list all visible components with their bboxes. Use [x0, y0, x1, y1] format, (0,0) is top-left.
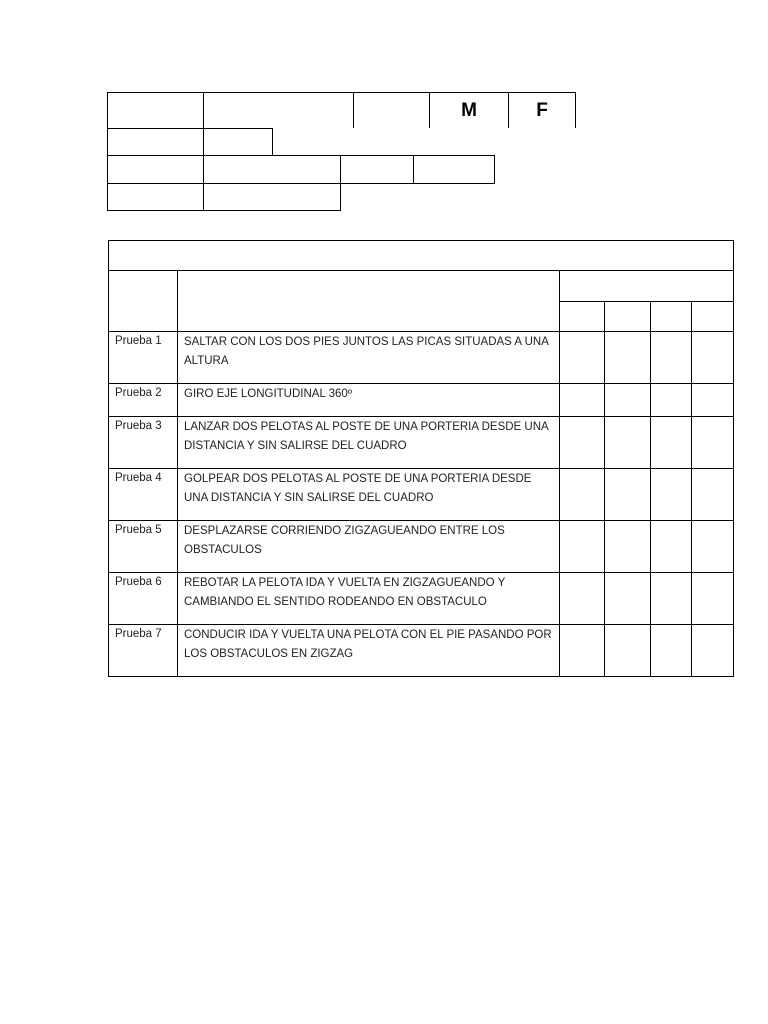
- test-description: LANZAR DOS PELOTAS AL POSTE DE UNA PORTERIA DESDE UNA DISTANCIA Y SIN SALIRSE DEL CUADRO: [178, 417, 560, 469]
- form-label-cell: [107, 92, 204, 129]
- score-cell[interactable]: [560, 625, 605, 677]
- form-input-cell[interactable]: [272, 128, 576, 156]
- score-cell[interactable]: [692, 417, 734, 469]
- score-cell[interactable]: [605, 384, 651, 417]
- score-cell[interactable]: [605, 521, 651, 573]
- table-row: [109, 332, 734, 384]
- score-cell[interactable]: [692, 384, 734, 417]
- score-cell[interactable]: [651, 469, 692, 521]
- form-input-cell[interactable]: [203, 92, 354, 129]
- score-cell[interactable]: [651, 521, 692, 573]
- form-input-cell[interactable]: [353, 92, 430, 129]
- score-cell[interactable]: [560, 332, 605, 384]
- form-label-cell: [107, 183, 204, 211]
- table-row: [109, 521, 734, 573]
- test-description: REBOTAR LA PELOTA IDA Y VUELTA EN ZIGZAGUEANDO Y CAMBIANDO EL SENTIDO RODEANDO EN OBSTACULO: [178, 573, 560, 625]
- score-cell[interactable]: [651, 417, 692, 469]
- test-name-header-cell: [109, 271, 178, 332]
- score-cell[interactable]: [605, 625, 651, 677]
- test-name: Prueba 2: [109, 384, 178, 417]
- table-row: [109, 573, 734, 625]
- table-title-cell: [109, 241, 734, 271]
- test-description: GIRO EJE LONGITUDINAL 360º: [178, 384, 560, 417]
- gender-male-box[interactable]: M: [429, 92, 509, 129]
- test-description: SALTAR CON LOS DOS PIES JUNTOS LAS PICAS SITUADAS A UNA ALTURA: [178, 332, 560, 384]
- test-name: Prueba 3: [109, 417, 178, 469]
- test-description: DESPLAZARSE CORRIENDO ZIGZAGUEANDO ENTRE LOS OBSTACULOS: [178, 521, 560, 573]
- score-cell[interactable]: [605, 573, 651, 625]
- table-row: [109, 625, 734, 677]
- score-cell[interactable]: [560, 384, 605, 417]
- score-cell[interactable]: [692, 521, 734, 573]
- test-name: Prueba 4: [109, 469, 178, 521]
- test-description-header-cell: [178, 271, 560, 332]
- score-cell[interactable]: [605, 332, 651, 384]
- table-row: [109, 384, 734, 417]
- table-row: [109, 417, 734, 469]
- score-cell[interactable]: [651, 625, 692, 677]
- score-cell[interactable]: [651, 573, 692, 625]
- score-group-header-cell: [560, 271, 734, 302]
- table-row: [109, 469, 734, 521]
- form-input-cell[interactable]: [203, 155, 341, 184]
- form-input-cell[interactable]: [340, 155, 414, 184]
- test-name: Prueba 5: [109, 521, 178, 573]
- test-description: CONDUCIR IDA Y VUELTA UNA PELOTA CON EL PIE PASANDO POR LOS OBSTACULOS EN ZIGZAG: [178, 625, 560, 677]
- form-input-cell[interactable]: [413, 155, 495, 184]
- test-name: Prueba 7: [109, 625, 178, 677]
- score-cell[interactable]: [651, 384, 692, 417]
- score-cell[interactable]: [605, 417, 651, 469]
- score-cell[interactable]: [692, 573, 734, 625]
- score-cell[interactable]: [560, 417, 605, 469]
- score-header-cell: [605, 302, 651, 332]
- score-header-cell: [651, 302, 692, 332]
- test-name: Prueba 1: [109, 332, 178, 384]
- score-header-cell: [560, 302, 605, 332]
- form-label-cell: [107, 155, 204, 184]
- form-input-cell[interactable]: [203, 128, 273, 156]
- score-cell[interactable]: [692, 625, 734, 677]
- score-cell[interactable]: [692, 469, 734, 521]
- gender-female-box[interactable]: F: [508, 92, 576, 129]
- score-cell[interactable]: [560, 573, 605, 625]
- form-label-cell: [107, 128, 204, 156]
- tests-table: [108, 240, 734, 677]
- score-cell[interactable]: [692, 332, 734, 384]
- score-cell[interactable]: [651, 332, 692, 384]
- form-input-cell[interactable]: [203, 183, 341, 211]
- score-cell[interactable]: [605, 469, 651, 521]
- score-cell[interactable]: [560, 521, 605, 573]
- score-header-cell: [692, 302, 734, 332]
- test-name: Prueba 6: [109, 573, 178, 625]
- test-description: GOLPEAR DOS PELOTAS AL POSTE DE UNA PORTERIA DESDE UNA DISTANCIA Y SIN SALIRSE DEL CUADRO: [178, 469, 560, 521]
- score-cell[interactable]: [560, 469, 605, 521]
